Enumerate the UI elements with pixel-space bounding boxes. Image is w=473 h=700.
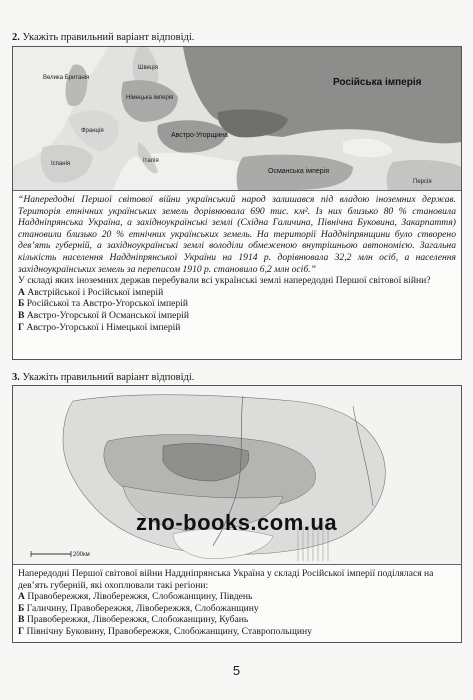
question-3-instruction: Укажіть правильний варіант відповіді. xyxy=(22,372,195,383)
map-label-austria-hungary: Австро-Угорщина xyxy=(171,132,228,139)
q2-option-b[interactable]: Б Російської та Австро-Угорської імперій xyxy=(18,298,188,310)
question-2-text xyxy=(18,194,456,333)
question-2-quote: “Напередодні Першої світової війни український народ залишався під владою іноземних держав. Територія етнічних українських земель дорівнювала 690 тис. км². Із них близько 80 % становила Наддніпрянська Україна, а західноукраїнські землі (Східна Галичина, Північна Буковина, Закарпаття) становили близько 20 % етнічних українських земель. На території Наддніпрянщини було створено дев’ять губерній, а західноукраїнські землі володіли обмеженою внутрішньою автономією. Загальна кількість населення Наддніпрянської України на 1914 р. дорівнювала 32,2 млн осіб, а населення західноукраїнських земель за переписом 1910 р. становило 6,2 млн осіб.” xyxy=(18,194,456,275)
q3-option-a[interactable]: А Правобережжя, Лівобережжя, Слобожанщину, Південь xyxy=(18,591,253,603)
question-2-question: У складі яких іноземних держав перебували всі українські землі напередодні Першої світової війни? xyxy=(18,275,431,287)
question-3-header xyxy=(12,372,194,383)
q3-option-c[interactable]: В Правобережжя, Лівобережжя, Слобожанщину, Кубань xyxy=(18,614,249,626)
map-label-italy: Італія xyxy=(143,158,159,164)
watermark: zno-books.com.ua xyxy=(135,510,338,535)
q3-option-b[interactable]: Б Галичину, Правобережжя, Лівобережжя, Слобожанщину xyxy=(18,602,259,614)
map-label-russian-empire: Російська імперія xyxy=(333,77,422,88)
ukraine-map xyxy=(13,386,461,565)
europe-map-svg xyxy=(13,47,461,190)
question-2-number: 2. xyxy=(12,32,20,43)
europe-map xyxy=(13,47,461,191)
map-label-spain: Іспанія xyxy=(51,161,71,167)
q3-option-d[interactable]: Г Північну Буковину, Правобережжя, Слобожанщину, Ставропольщину xyxy=(18,625,312,637)
map-label-britain: Велика Британія xyxy=(43,75,90,81)
question-3-number: 3. xyxy=(12,372,20,383)
q2-option-a[interactable]: А Австрійської і Російської імперій xyxy=(18,286,164,298)
map-scale-label: 200км xyxy=(73,552,90,558)
question-2-instruction: Укажіть правильний варіант відповіді. xyxy=(22,32,195,43)
map-label-france: Франція xyxy=(81,128,104,134)
q2-option-d[interactable]: Г Австро-Угорської і Німецької імперій xyxy=(18,321,181,333)
q2-option-c[interactable]: В Австро-Угорської й Османської імперій xyxy=(18,309,189,321)
question-3-text xyxy=(18,568,456,638)
map-label-german-empire: Німецька імперія xyxy=(126,95,174,101)
question-2-box xyxy=(12,46,462,360)
ukraine-map-svg xyxy=(13,386,461,564)
map-label-ottoman-empire: Османська імперія xyxy=(268,168,330,175)
question-2-header xyxy=(12,32,194,43)
map-label-persia: Персія xyxy=(413,179,432,185)
page-number: 5 xyxy=(232,663,241,678)
question-3-question: Напередодні Першої світової війни Наддніпрянська Україна у складі Російської імперії поділялася на дев’ять губерній, які охоплювали такі регіони: xyxy=(18,568,434,591)
map-label-sweden: Швеція xyxy=(138,65,158,71)
